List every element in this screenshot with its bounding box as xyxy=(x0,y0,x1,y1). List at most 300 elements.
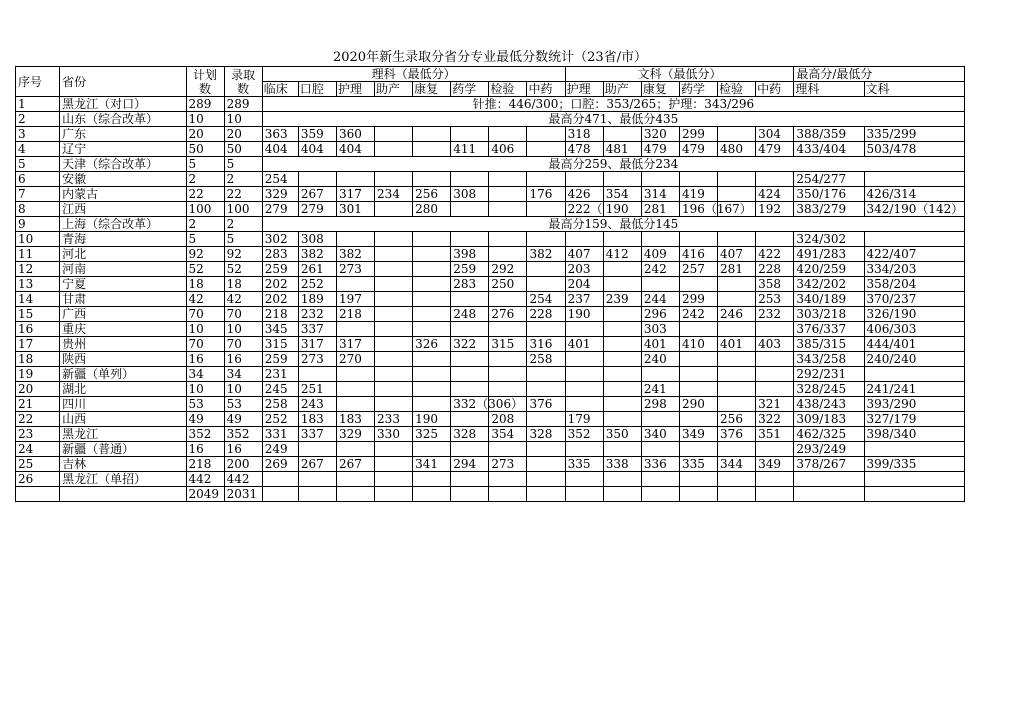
row-max-min-science: 491/283 xyxy=(794,247,864,262)
row-seq: 24 xyxy=(16,442,60,457)
row-seq: 3 xyxy=(16,127,60,142)
row-science-score: 259 xyxy=(262,352,298,367)
row-arts-score: 314 xyxy=(641,187,679,202)
row-seq: 26 xyxy=(16,472,60,487)
row-plan: 16 xyxy=(186,442,224,457)
row-science-score: 280 xyxy=(413,202,451,217)
row-seq: 7 xyxy=(16,187,60,202)
row-max-min-arts: 503/478 xyxy=(864,142,964,157)
row-science-score: 301 xyxy=(336,202,374,217)
row-max-min-arts xyxy=(864,172,964,187)
row-arts-score xyxy=(756,382,794,397)
header-science-major: 药学 xyxy=(451,82,489,97)
row-science-score xyxy=(375,142,413,157)
row-science-score: 317 xyxy=(336,187,374,202)
row-science-score xyxy=(489,322,527,337)
row-arts-score: 358 xyxy=(756,277,794,292)
header-province: 省份 xyxy=(60,67,186,97)
row-max-min-arts: 334/203 xyxy=(864,262,964,277)
row-science-score xyxy=(527,262,565,277)
row-arts-score: 407 xyxy=(718,247,756,262)
row-science-score: 183 xyxy=(298,412,336,427)
table-row xyxy=(16,472,965,487)
table-row xyxy=(16,442,965,457)
row-admit: 53 xyxy=(224,397,262,412)
row-science-score: 256 xyxy=(413,187,451,202)
row-science-score: 294 xyxy=(451,457,489,472)
row-max-min-arts: 398/340 xyxy=(864,427,964,442)
row-max-min-arts: 422/407 xyxy=(864,247,964,262)
row-arts-score xyxy=(565,397,603,412)
row-arts-score xyxy=(718,472,756,487)
row-note: 最高分159、最低分145 xyxy=(262,217,964,232)
totals-empty-cell xyxy=(864,487,964,502)
row-arts-score: 298 xyxy=(641,397,679,412)
row-arts-score xyxy=(603,412,641,427)
row-science-score xyxy=(489,352,527,367)
row-seq: 23 xyxy=(16,427,60,442)
row-science-score xyxy=(489,472,527,487)
table-row xyxy=(16,187,965,202)
row-arts-score: 232 xyxy=(756,307,794,322)
totals-empty-cell xyxy=(527,487,565,502)
row-max-min-arts: 370/237 xyxy=(864,292,964,307)
row-science-score xyxy=(336,382,374,397)
row-max-min-arts xyxy=(864,442,964,457)
row-max-min-science: 420/259 xyxy=(794,262,864,277)
row-science-score xyxy=(489,442,527,457)
row-arts-score: 190 xyxy=(603,202,641,217)
header-max-min-col: 理科 xyxy=(794,82,864,97)
row-science-score: 273 xyxy=(298,352,336,367)
row-plan: 50 xyxy=(186,142,224,157)
row-science-score xyxy=(375,457,413,472)
row-science-score xyxy=(336,472,374,487)
row-science-score: 302 xyxy=(262,232,298,247)
row-plan: 52 xyxy=(186,262,224,277)
row-science-score xyxy=(451,172,489,187)
row-seq: 16 xyxy=(16,322,60,337)
row-province: 陕西 xyxy=(60,352,186,367)
row-max-min-science: 462/325 xyxy=(794,427,864,442)
table-row xyxy=(16,97,965,112)
row-province: 山西 xyxy=(60,412,186,427)
header-max-min-group: 最高分/最低分 xyxy=(794,67,965,82)
row-science-score: 234 xyxy=(375,187,413,202)
row-science-score: 208 xyxy=(489,412,527,427)
row-arts-score xyxy=(603,472,641,487)
row-science-score xyxy=(489,247,527,262)
row-arts-score xyxy=(718,322,756,337)
row-arts-score: 299 xyxy=(679,292,717,307)
row-plan: 2 xyxy=(186,217,224,232)
row-max-min-science: 309/183 xyxy=(794,412,864,427)
row-arts-score xyxy=(756,232,794,247)
row-science-score xyxy=(375,307,413,322)
row-science-score: 259 xyxy=(451,262,489,277)
row-science-score: 359 xyxy=(298,127,336,142)
row-science-score xyxy=(413,322,451,337)
row-arts-score xyxy=(603,232,641,247)
row-science-score: 233 xyxy=(375,412,413,427)
row-note: 最高分471、最低分435 xyxy=(262,112,964,127)
row-science-score: 254 xyxy=(527,292,565,307)
table-row xyxy=(16,277,965,292)
row-arts-score: 228 xyxy=(756,262,794,277)
row-arts-score xyxy=(603,442,641,457)
row-admit: 22 xyxy=(224,187,262,202)
row-science-score: 251 xyxy=(298,382,336,397)
row-science-score xyxy=(336,367,374,382)
table-row xyxy=(16,367,965,382)
row-arts-score: 179 xyxy=(565,412,603,427)
row-science-score xyxy=(336,442,374,457)
row-science-score: 326 xyxy=(413,337,451,352)
row-science-score xyxy=(451,472,489,487)
table-row xyxy=(16,217,965,232)
row-science-score xyxy=(451,442,489,457)
sheet-title: 2020年新生录取分省分专业最低分数统计（23省/市） xyxy=(332,50,647,65)
table-body xyxy=(16,97,965,502)
row-arts-score: 244 xyxy=(641,292,679,307)
row-science-score: 337 xyxy=(298,427,336,442)
row-science-score: 283 xyxy=(451,277,489,292)
row-arts-score: 241 xyxy=(641,382,679,397)
row-arts-score: 335 xyxy=(679,457,717,472)
table-row xyxy=(16,412,965,427)
row-science-score: 411 xyxy=(451,142,489,157)
row-seq: 25 xyxy=(16,457,60,472)
row-seq: 19 xyxy=(16,367,60,382)
row-science-score: 376 xyxy=(527,397,565,412)
row-science-score: 261 xyxy=(298,262,336,277)
row-admit: 200 xyxy=(224,457,262,472)
row-science-score: 332（306） xyxy=(451,397,489,412)
table-row xyxy=(16,352,965,367)
row-arts-score xyxy=(718,382,756,397)
table-row xyxy=(16,142,965,157)
row-arts-score xyxy=(679,367,717,382)
row-science-score xyxy=(413,382,451,397)
row-science-score: 292 xyxy=(489,262,527,277)
row-seq: 14 xyxy=(16,292,60,307)
row-arts-score: 479 xyxy=(641,142,679,157)
row-plan: 70 xyxy=(186,307,224,322)
row-arts-score: 479 xyxy=(679,142,717,157)
row-science-score xyxy=(375,367,413,382)
row-science-score xyxy=(527,322,565,337)
row-max-min-science: 378/267 xyxy=(794,457,864,472)
row-arts-score xyxy=(603,382,641,397)
row-plan: 218 xyxy=(186,457,224,472)
row-arts-score: 407 xyxy=(565,247,603,262)
row-arts-score: 281 xyxy=(641,202,679,217)
totals-empty-cell xyxy=(565,487,603,502)
row-arts-score xyxy=(603,337,641,352)
row-science-score xyxy=(375,247,413,262)
row-note: 最高分259、最低分234 xyxy=(262,157,964,172)
row-science-score xyxy=(527,472,565,487)
row-science-score: 316 xyxy=(527,337,565,352)
row-science-score xyxy=(375,322,413,337)
row-arts-score xyxy=(718,127,756,142)
row-max-min-science: 383/279 xyxy=(794,202,864,217)
row-science-score xyxy=(298,442,336,457)
row-arts-score: 204 xyxy=(565,277,603,292)
row-science-score: 252 xyxy=(298,277,336,292)
row-science-score xyxy=(527,127,565,142)
row-science-score: 189 xyxy=(298,292,336,307)
row-arts-score: 242 xyxy=(641,262,679,277)
row-seq: 2 xyxy=(16,112,60,127)
row-admit: 10 xyxy=(224,322,262,337)
row-arts-score xyxy=(756,322,794,337)
row-arts-score: 349 xyxy=(679,427,717,442)
table-row xyxy=(16,262,965,277)
row-arts-score xyxy=(641,472,679,487)
row-max-min-science: 292/231 xyxy=(794,367,864,382)
row-max-min-science: 438/243 xyxy=(794,397,864,412)
row-province: 四川 xyxy=(60,397,186,412)
row-plan: 18 xyxy=(186,277,224,292)
row-science-score xyxy=(336,172,374,187)
row-science-score xyxy=(413,442,451,457)
header-science-major: 中药 xyxy=(527,82,565,97)
row-max-min-arts xyxy=(864,232,964,247)
row-science-score: 232 xyxy=(298,307,336,322)
row-arts-score xyxy=(756,352,794,367)
row-arts-score: 257 xyxy=(679,262,717,277)
totals-plan: 2049 xyxy=(186,487,224,502)
row-arts-score xyxy=(603,127,641,142)
header-science-major: 护理 xyxy=(336,82,374,97)
totals-empty-cell xyxy=(60,487,186,502)
row-arts-score xyxy=(679,277,717,292)
table-row xyxy=(16,292,965,307)
row-science-score xyxy=(489,367,527,382)
row-arts-score xyxy=(679,382,717,397)
row-arts-score xyxy=(565,472,603,487)
row-province: 宁夏 xyxy=(60,277,186,292)
row-admit: 352 xyxy=(224,427,262,442)
row-science-score xyxy=(413,307,451,322)
row-arts-score xyxy=(756,172,794,187)
row-science-score xyxy=(413,142,451,157)
row-province: 吉林 xyxy=(60,457,186,472)
row-admit: 34 xyxy=(224,367,262,382)
totals-empty-cell xyxy=(679,487,717,502)
table-row xyxy=(16,157,965,172)
row-science-score xyxy=(375,172,413,187)
row-science-score xyxy=(451,232,489,247)
row-arts-score: 237 xyxy=(565,292,603,307)
row-arts-score xyxy=(679,232,717,247)
row-science-score xyxy=(489,202,527,217)
row-science-score xyxy=(375,292,413,307)
row-admit: 2 xyxy=(224,217,262,232)
table-row xyxy=(16,307,965,322)
row-science-score xyxy=(298,367,336,382)
row-arts-score: 336 xyxy=(641,457,679,472)
row-arts-score xyxy=(756,367,794,382)
row-science-score xyxy=(489,127,527,142)
row-max-min-science: 293/249 xyxy=(794,442,864,457)
row-arts-score xyxy=(718,232,756,247)
row-province: 新疆（单列） xyxy=(60,367,186,382)
row-admit: 42 xyxy=(224,292,262,307)
row-science-score: 345 xyxy=(262,322,298,337)
row-science-score: 404 xyxy=(336,142,374,157)
table-row xyxy=(16,232,965,247)
row-seq: 11 xyxy=(16,247,60,262)
row-science-score xyxy=(336,232,374,247)
row-max-min-arts: 393/290 xyxy=(864,397,964,412)
table-row xyxy=(16,202,965,217)
row-arts-score xyxy=(565,232,603,247)
row-admit: 16 xyxy=(224,442,262,457)
row-max-min-arts xyxy=(864,472,964,487)
admission-score-table xyxy=(15,66,965,502)
row-arts-score: 303 xyxy=(641,322,679,337)
totals-admit: 2031 xyxy=(224,487,262,502)
row-science-score xyxy=(489,382,527,397)
row-science-score xyxy=(375,232,413,247)
header-science-major: 助产 xyxy=(375,82,413,97)
row-science-score: 248 xyxy=(451,307,489,322)
row-admit: 18 xyxy=(224,277,262,292)
row-arts-score: 409 xyxy=(641,247,679,262)
row-science-score xyxy=(489,172,527,187)
row-province: 河北 xyxy=(60,247,186,262)
header-plan: 计划数 xyxy=(186,67,224,97)
table-row xyxy=(16,247,965,262)
header-science-major: 临床 xyxy=(262,82,298,97)
header-arts-major: 中药 xyxy=(756,82,794,97)
row-seq: 12 xyxy=(16,262,60,277)
row-science-score: 176 xyxy=(527,187,565,202)
row-arts-score: 296 xyxy=(641,307,679,322)
row-arts-score: 242 xyxy=(679,307,717,322)
row-science-score xyxy=(413,277,451,292)
row-arts-score: 424 xyxy=(756,187,794,202)
row-science-score xyxy=(489,232,527,247)
header-arts-major: 助产 xyxy=(603,82,641,97)
row-science-score xyxy=(451,127,489,142)
row-arts-score: 281 xyxy=(718,262,756,277)
row-science-score: 325 xyxy=(413,427,451,442)
row-science-score: 360 xyxy=(336,127,374,142)
row-science-score: 308 xyxy=(451,187,489,202)
row-science-score xyxy=(375,352,413,367)
row-science-score: 190 xyxy=(413,412,451,427)
row-arts-score xyxy=(756,472,794,487)
table-row xyxy=(16,427,965,442)
row-arts-score: 410 xyxy=(679,337,717,352)
row-science-score: 330 xyxy=(375,427,413,442)
row-admit: 50 xyxy=(224,142,262,157)
row-admit: 289 xyxy=(224,97,262,112)
row-science-score: 252 xyxy=(262,412,298,427)
row-science-score xyxy=(527,442,565,457)
table-row xyxy=(16,322,965,337)
row-science-score xyxy=(336,397,374,412)
row-science-score xyxy=(375,127,413,142)
row-science-score: 315 xyxy=(489,337,527,352)
row-arts-score: 322 xyxy=(756,412,794,427)
row-seq: 21 xyxy=(16,397,60,412)
row-province: 黑龙江（对口） xyxy=(60,97,186,112)
row-arts-score: 190 xyxy=(565,307,603,322)
row-science-score: 354 xyxy=(489,427,527,442)
row-arts-score xyxy=(679,322,717,337)
row-arts-score xyxy=(679,172,717,187)
row-arts-score xyxy=(641,277,679,292)
row-arts-score xyxy=(565,352,603,367)
row-admit: 100 xyxy=(224,202,262,217)
row-science-score xyxy=(527,457,565,472)
row-arts-score xyxy=(641,172,679,187)
row-province: 黑龙江（单招） xyxy=(60,472,186,487)
row-province: 上海（综合改革） xyxy=(60,217,186,232)
row-admit: 70 xyxy=(224,337,262,352)
row-arts-score: 350 xyxy=(603,427,641,442)
row-science-score: 308 xyxy=(298,232,336,247)
row-science-score: 202 xyxy=(262,277,298,292)
row-science-score xyxy=(413,367,451,382)
row-science-score xyxy=(375,442,413,457)
totals-empty-cell xyxy=(756,487,794,502)
table-header xyxy=(16,67,965,97)
row-max-min-arts: 406/303 xyxy=(864,322,964,337)
row-science-score xyxy=(375,382,413,397)
totals-empty-cell xyxy=(413,487,451,502)
row-science-score xyxy=(527,142,565,157)
row-arts-score: 401 xyxy=(565,337,603,352)
row-plan: 5 xyxy=(186,157,224,172)
row-arts-score xyxy=(565,382,603,397)
row-max-min-science: 254/277 xyxy=(794,172,864,187)
row-arts-score: 479 xyxy=(756,142,794,157)
totals-empty-cell xyxy=(336,487,374,502)
row-science-score: 197 xyxy=(336,292,374,307)
row-arts-score xyxy=(641,232,679,247)
totals-empty-cell xyxy=(641,487,679,502)
row-arts-score: 246 xyxy=(718,307,756,322)
row-province: 江西 xyxy=(60,202,186,217)
row-seq: 5 xyxy=(16,157,60,172)
totals-row xyxy=(16,487,965,502)
table-row xyxy=(16,337,965,352)
row-max-min-science: 388/359 xyxy=(794,127,864,142)
row-science-score xyxy=(413,292,451,307)
row-plan: 10 xyxy=(186,322,224,337)
row-science-score xyxy=(451,322,489,337)
row-science-score: 258 xyxy=(262,397,298,412)
row-seq: 15 xyxy=(16,307,60,322)
row-arts-score xyxy=(603,277,641,292)
row-science-score: 231 xyxy=(262,367,298,382)
row-arts-score: 335 xyxy=(565,457,603,472)
row-science-score: 276 xyxy=(489,307,527,322)
row-arts-score: 239 xyxy=(603,292,641,307)
row-arts-score: 256 xyxy=(718,412,756,427)
row-max-min-science: 328/245 xyxy=(794,382,864,397)
row-science-score xyxy=(375,262,413,277)
table-row xyxy=(16,172,965,187)
header-arts-major: 药学 xyxy=(679,82,717,97)
row-max-min-arts: 240/240 xyxy=(864,352,964,367)
row-plan: 289 xyxy=(186,97,224,112)
